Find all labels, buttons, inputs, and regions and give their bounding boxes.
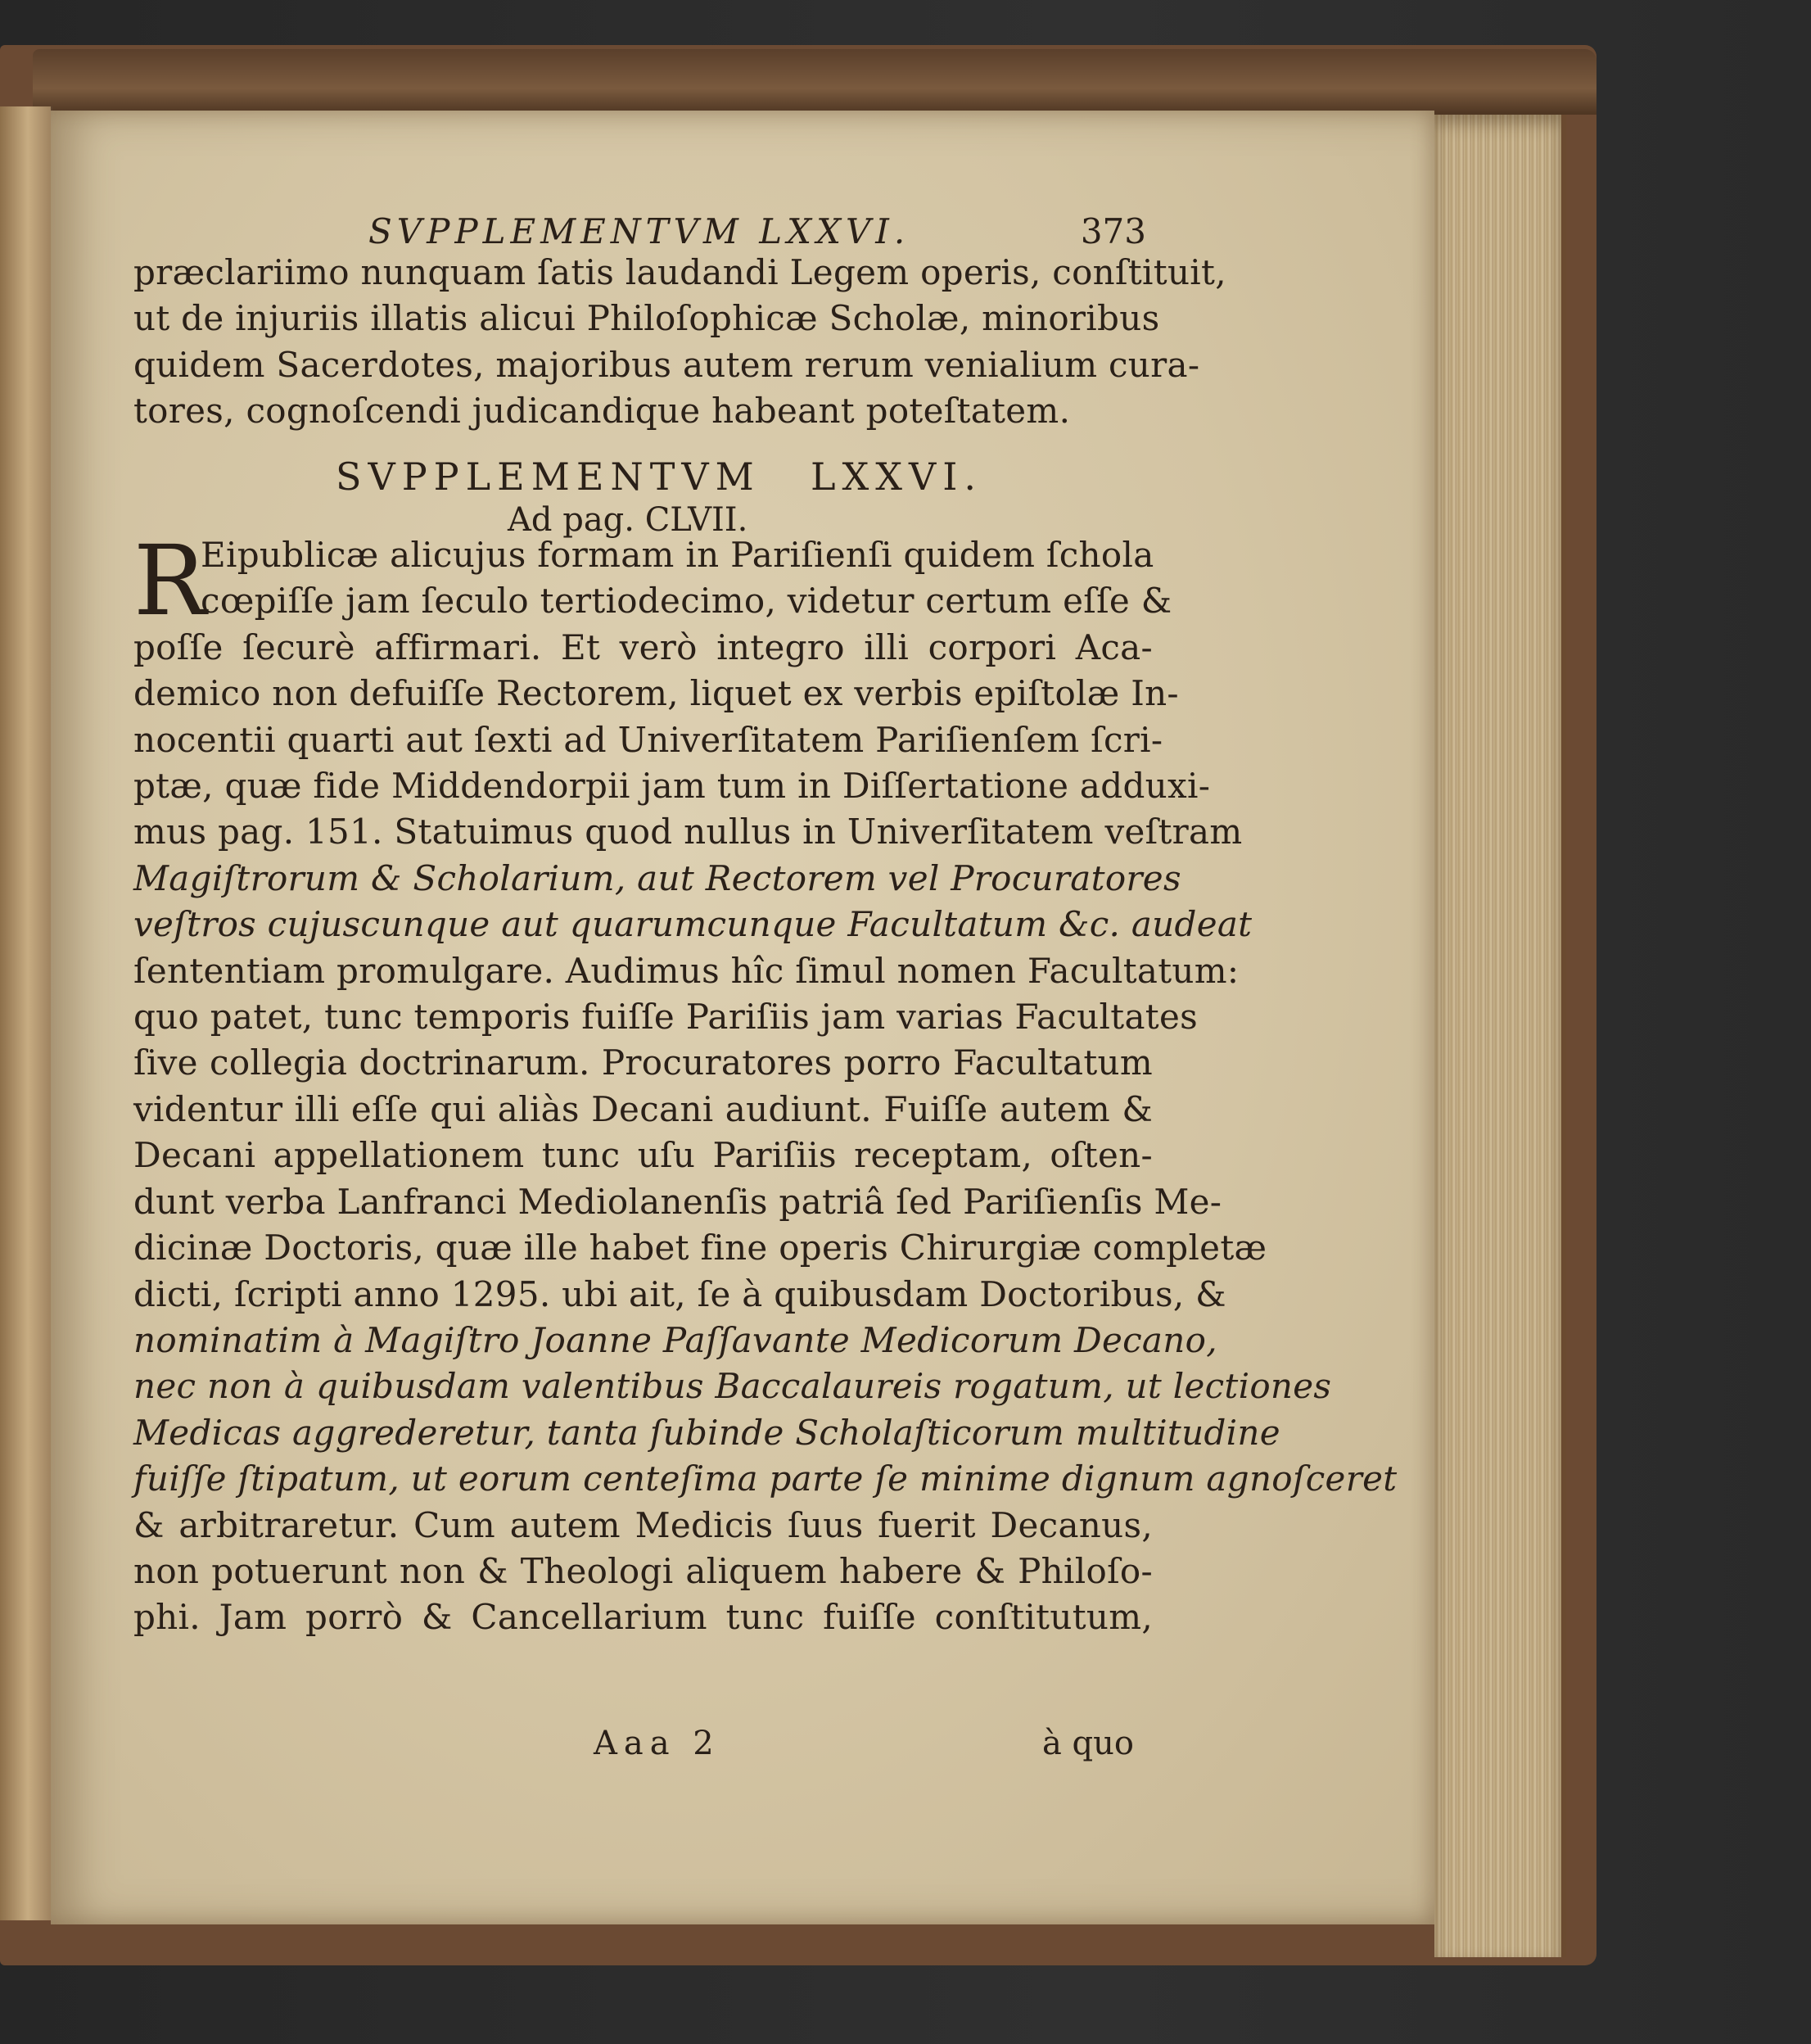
text-line: ptæ, quæ fide Middendorpii jam tum in Diſſertatione adduxi-	[133, 766, 1211, 807]
text-line: Magiſtrorum & Scholarium, aut Rectorem vel Procuratores	[133, 857, 1181, 898]
section-title: SVPPLEMENTVM LXXVI.	[336, 454, 982, 499]
left-page-edge	[0, 106, 52, 1920]
text-line: videntur illi eſſe qui aliàs Decani audiunt. Fuiſſe autem &	[133, 1088, 1153, 1129]
text-line: ut de injuriis illatis alicui Philoſophicæ Scholæ, minoribus	[133, 298, 1160, 339]
text-line: non potuerunt non & Theologi aliquem habere & Philoſo-	[133, 1550, 1153, 1591]
drop-cap: R	[133, 524, 207, 637]
text-line: & arbitraretur. Cum autem Medicis ſuus fuerit Decanus,	[133, 1504, 1153, 1545]
page-stack-edge	[1434, 115, 1566, 1957]
page-number: 373	[1080, 211, 1146, 251]
text-line: tores, cognoſcendi judicandique habeant poteſtatem.	[133, 391, 1071, 432]
text-line: ſive collegia doctrinarum. Procuratores porro Facultatum	[133, 1042, 1153, 1083]
book-top-edge	[33, 49, 1596, 115]
text-line: quidem Sacerdotes, majoribus autem rerum venialium cura-	[133, 344, 1200, 385]
text-line: dunt verba Lanfranci Mediolanenſis patriâ ſed Pariſienſis Me-	[133, 1181, 1222, 1222]
text-line: nominatim à Magiſtro Joanne Paſſavante Medicorum Decano,	[133, 1319, 1217, 1360]
catchword: à quo	[1041, 1725, 1134, 1762]
text-line: quo patet, tunc temporis fuiſſe Pariſiis jam varias Facultates	[133, 997, 1198, 1038]
text-line: phi. Jam porrò & Cancellarium tunc fuiſſe conſtitutum,	[133, 1597, 1153, 1638]
text-line: nec non à quibusdam valentibus Baccalaureis rogatum, ut lectiones	[133, 1366, 1332, 1407]
text-line: cœpiſſe jam ſeculo tertiodecimo, videtur certum eſſe &	[201, 581, 1172, 622]
text-line: nocentii quarti aut ſexti ad Univerſitatem Pariſienſem ſcri-	[133, 719, 1163, 760]
previous-section-text	[133, 250, 1226, 435]
signature-mark: Aaa 2	[594, 1725, 720, 1762]
text-line: præclariimo nunquam ſatis laudandi Legem operis, conſtituit,	[133, 252, 1226, 292]
text-line: dicinæ Doctoris, quæ ille habet fine operis Chirurgiæ completæ	[133, 1228, 1267, 1268]
text-line: mus pag. 151. Statuimus quod nullus in Univerſitatem veſtram	[133, 812, 1243, 852]
text-line: fuiſſe ſtipatum, ut eorum centeſima parte ſe minime dignum agnoſceret	[133, 1458, 1398, 1499]
text-line: demico non defuiſſe Rectorem, liquet ex verbis epiſtolæ In-	[133, 673, 1179, 714]
text-line: Medicas aggrederetur, tanta ſubinde Scholaſticorum multitudine	[133, 1412, 1280, 1453]
text-line: poſſe ſecurè affirmari. Et verò integro illi corpori Aca-	[133, 626, 1153, 667]
text-line: veſtros cujuscunque aut quarumcunque Facultatum &c. audeat	[133, 904, 1253, 945]
running-head	[368, 211, 1146, 251]
running-head-title: SVPPLEMENTVM LXXVI.	[368, 211, 910, 251]
text-line: Decani appellationem tunc uſu Pariſiis receptam, oſten-	[133, 1135, 1153, 1176]
body-text	[133, 524, 1398, 1641]
text-line: R Eipublicæ alicujus formam in Pariſienſi quidem ſchola	[133, 524, 1154, 637]
section-subtitle: Ad pag. CLVII.	[508, 501, 748, 539]
text-line: dicti, ſcripti anno 1295. ubi ait, ſe à quibusdam Doctoribus, &	[133, 1273, 1226, 1314]
text-line: ſententiam promulgare. Audimus hîc ſimul nomen Facultatum:	[133, 950, 1240, 991]
